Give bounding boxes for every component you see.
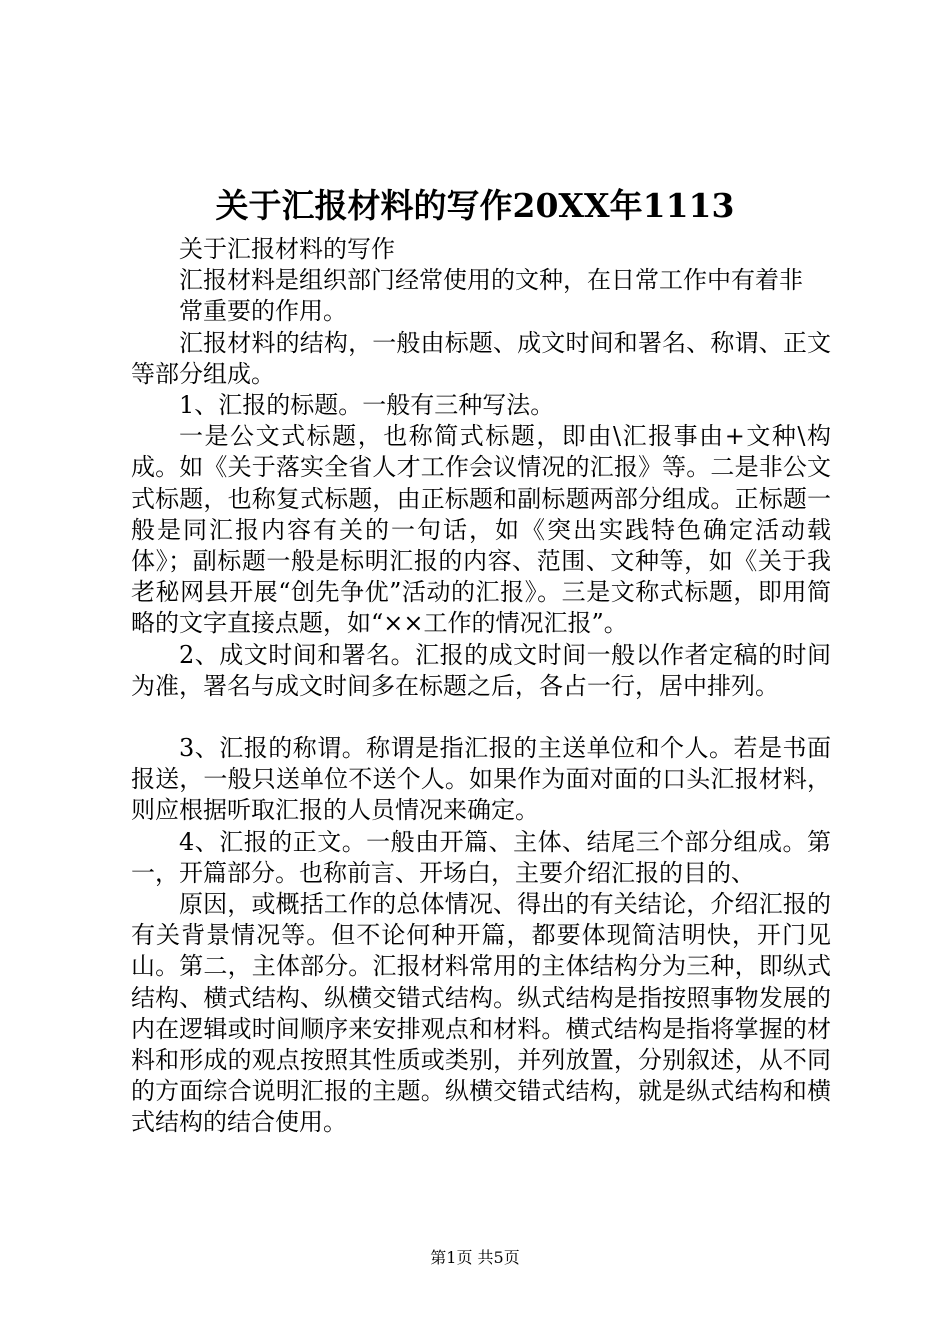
paragraph-intro: 汇报材料是组织部门经常使用的文种，在日常工作中有着非	[179, 266, 803, 295]
paragraph-spacer	[131, 702, 831, 733]
paragraph-main-text-continued: 原因，或概括工作的总体情况、得出的有关结论，介绍汇报的有关背景情况等。但不论何种开篇，都要体现简洁明快，开门见山。第二，主体部分。汇报材料常用的主体结构分为三种，即纵式结构、横式结构、纵横交错式结构。纵式结构是指按照事物发展的内在逻辑或时间顺序来安排观点和材料。横式结构是指将掌握的材料和形成的观点按照其性质或类别，并列放置，分别叙述，从不同的方面综合说明汇报的主题。纵横交错式结构，就是纵式结构和横式结构的结合使用。	[131, 890, 831, 1137]
paragraph-salutation: 3、汇报的称谓。称谓是指汇报的主送单位和个人。若是书面报送，一般只送单位不送个人。如果作为面对面的口头汇报材料，则应根据听取汇报的人员情况来确定。	[131, 734, 831, 825]
paragraph-main-text: 4、汇报的正文。一般由开篇、主体、结尾三个部分组成。第一，开篇部分。也称前言、开场白，主要介绍汇报的目的、	[131, 827, 831, 887]
paragraph-subtitle: 关于汇报材料的写作	[179, 235, 395, 263]
paragraph-title-types: 一是公文式标题，也称简式标题，即由\汇报事由+文种\构成。如《关于落实全省人才工作会议情况的汇报》等。二是非公文式标题，也称复式标题，由正标题和副标题两部分组成。正标题一般是同汇报内容有关的一句话，如《突出实践特色确定活动载体》；副标题一般是标明汇报的内容、范围、文种等，如《关于我老秘网县开展“创先争优”活动的汇报》。三是文称式标题，即用简略的文字直接点题，如“××工作的情况汇报”。	[131, 422, 831, 638]
paragraph-structure: 汇报材料的结构，一般由标题、成文时间和署名、称谓、正文等部分组成。	[131, 328, 831, 388]
document-title: 关于汇报材料的写作20XX年1113	[215, 186, 735, 225]
paragraph-date-signature: 2、成文时间和署名。汇报的成文时间一般以作者定稿的时间为准，署名与成文时间多在标题之后，各占一行，居中排列。	[131, 640, 831, 700]
page-footer: 第1页 共5页	[430, 1248, 520, 1267]
paragraph-title-heading: 1、汇报的标题。一般有三种写法。	[179, 391, 555, 420]
document-body	[131, 234, 831, 1139]
paragraph-intro-continued: 常重要的作用。	[179, 297, 347, 326]
